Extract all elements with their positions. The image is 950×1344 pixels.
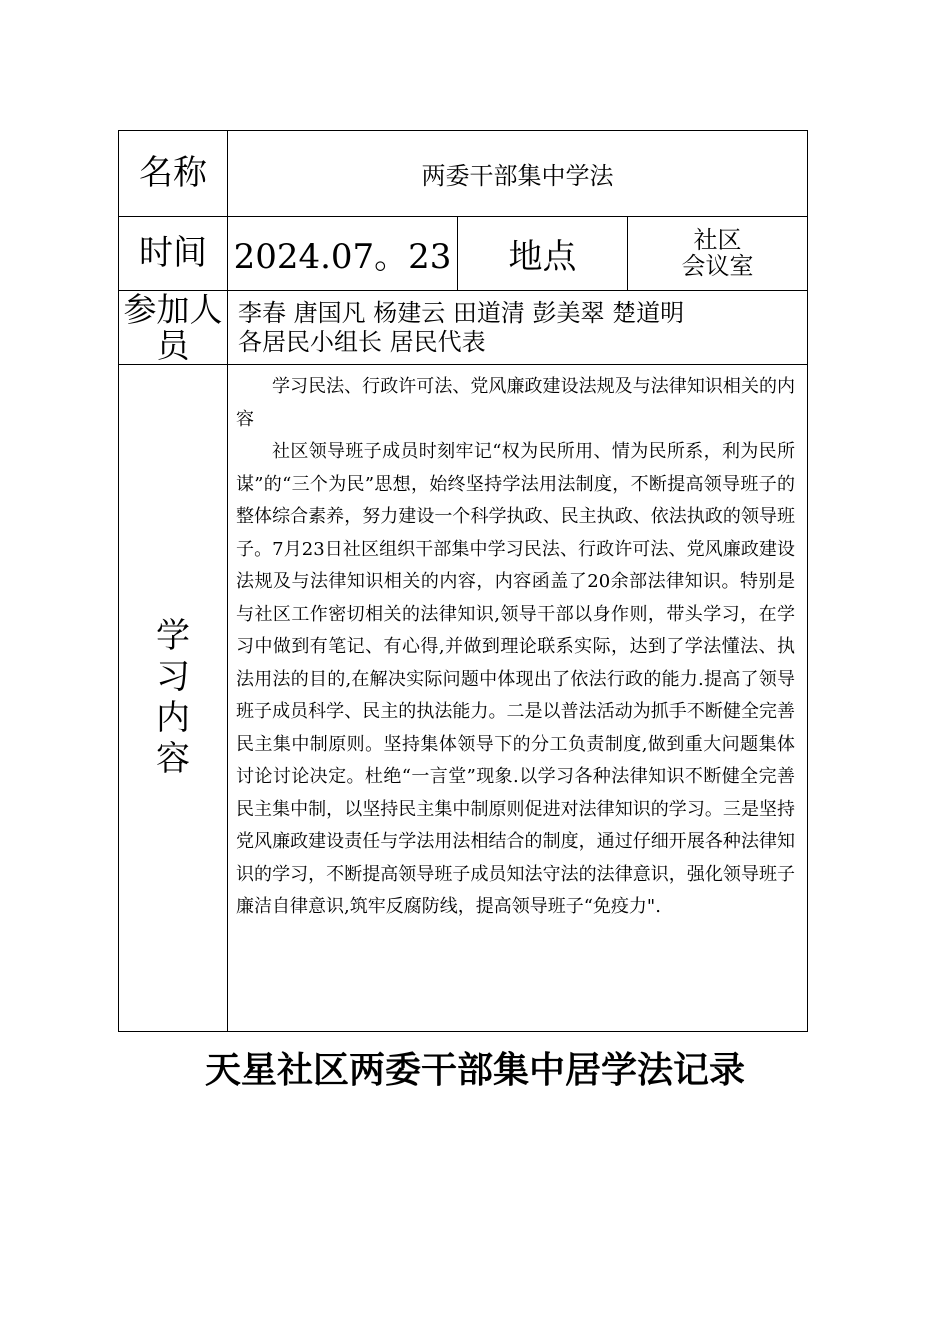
time-label: 时间 (119, 217, 228, 291)
participants-value (228, 291, 808, 365)
place-value (628, 217, 808, 291)
content-paragraph-1: 学习民法、行政许可法、党风廉政建设法规及与法律知识相关的内容 (236, 376, 796, 430)
document-title: 天星社区两委干部集中居学法记录 (204, 1049, 745, 1091)
name-label: 名称 (119, 131, 228, 217)
record-table (118, 130, 808, 1032)
participants-line2: 各居民小组长 居民代表 (238, 327, 486, 356)
content-paragraph-2: 社区领导班子成员时刻牢记“权为民所用、情为民所系，利为民所谋”的“三个为民”思想，始终坚持学法用法制度，不断提高领导班子的整体综合素养，努力建设一个科学执政、民主执政、依法执政的领导班子。7月23日社区组织干部集中学习民法、行政许可法、党风廉政建设法规及与法律知识相关的内容，内容函盖了20余部法律知识。特别是与社区工作密切相关的法律知识,领导干部以身作则，带头学习，在学习中做到有笔记、有心得,并做到理论联系实际，达到了学法懂法、执法用法的目的,在解决实际问题中体现出了依法行政的能力.提高了领导班子成员科学、民主的执法能力。二是以普法活动为抓手不断健全完善民主集中制原则。坚持集体领导下的分工负责制度,做到重大问题集体讨论讨论决定。杜绝“一言堂”现象.以学习各种法律知识不断健全完善民主集中制，以坚持民主集中制原则促进对法律知识的学习。三是坚持党风廉政建设责任与学法用法相结合的制度，通过仔细开展各种法律知识的学习，不断提高领导班子成员知法守法的法律意识，强化领导班子廉洁自律意识,筑牢反腐防线，提高领导班子“免疫力". (236, 441, 796, 917)
place-value-line2: 会议室 (681, 251, 754, 280)
content-body (228, 365, 808, 1032)
place-value-line1: 社区 (693, 225, 742, 254)
participants-line1: 李春 唐国凡 杨建云 田道清 彭美翠 楚道明 (238, 298, 685, 327)
participants-label: 参加人员 (119, 291, 228, 365)
content-label-text: 学习内容 (156, 616, 190, 779)
content-label (119, 365, 228, 1032)
time-value: 2024.07。23 (228, 217, 458, 291)
place-label: 地点 (458, 217, 628, 291)
name-value: 两委干部集中学法 (228, 131, 808, 217)
